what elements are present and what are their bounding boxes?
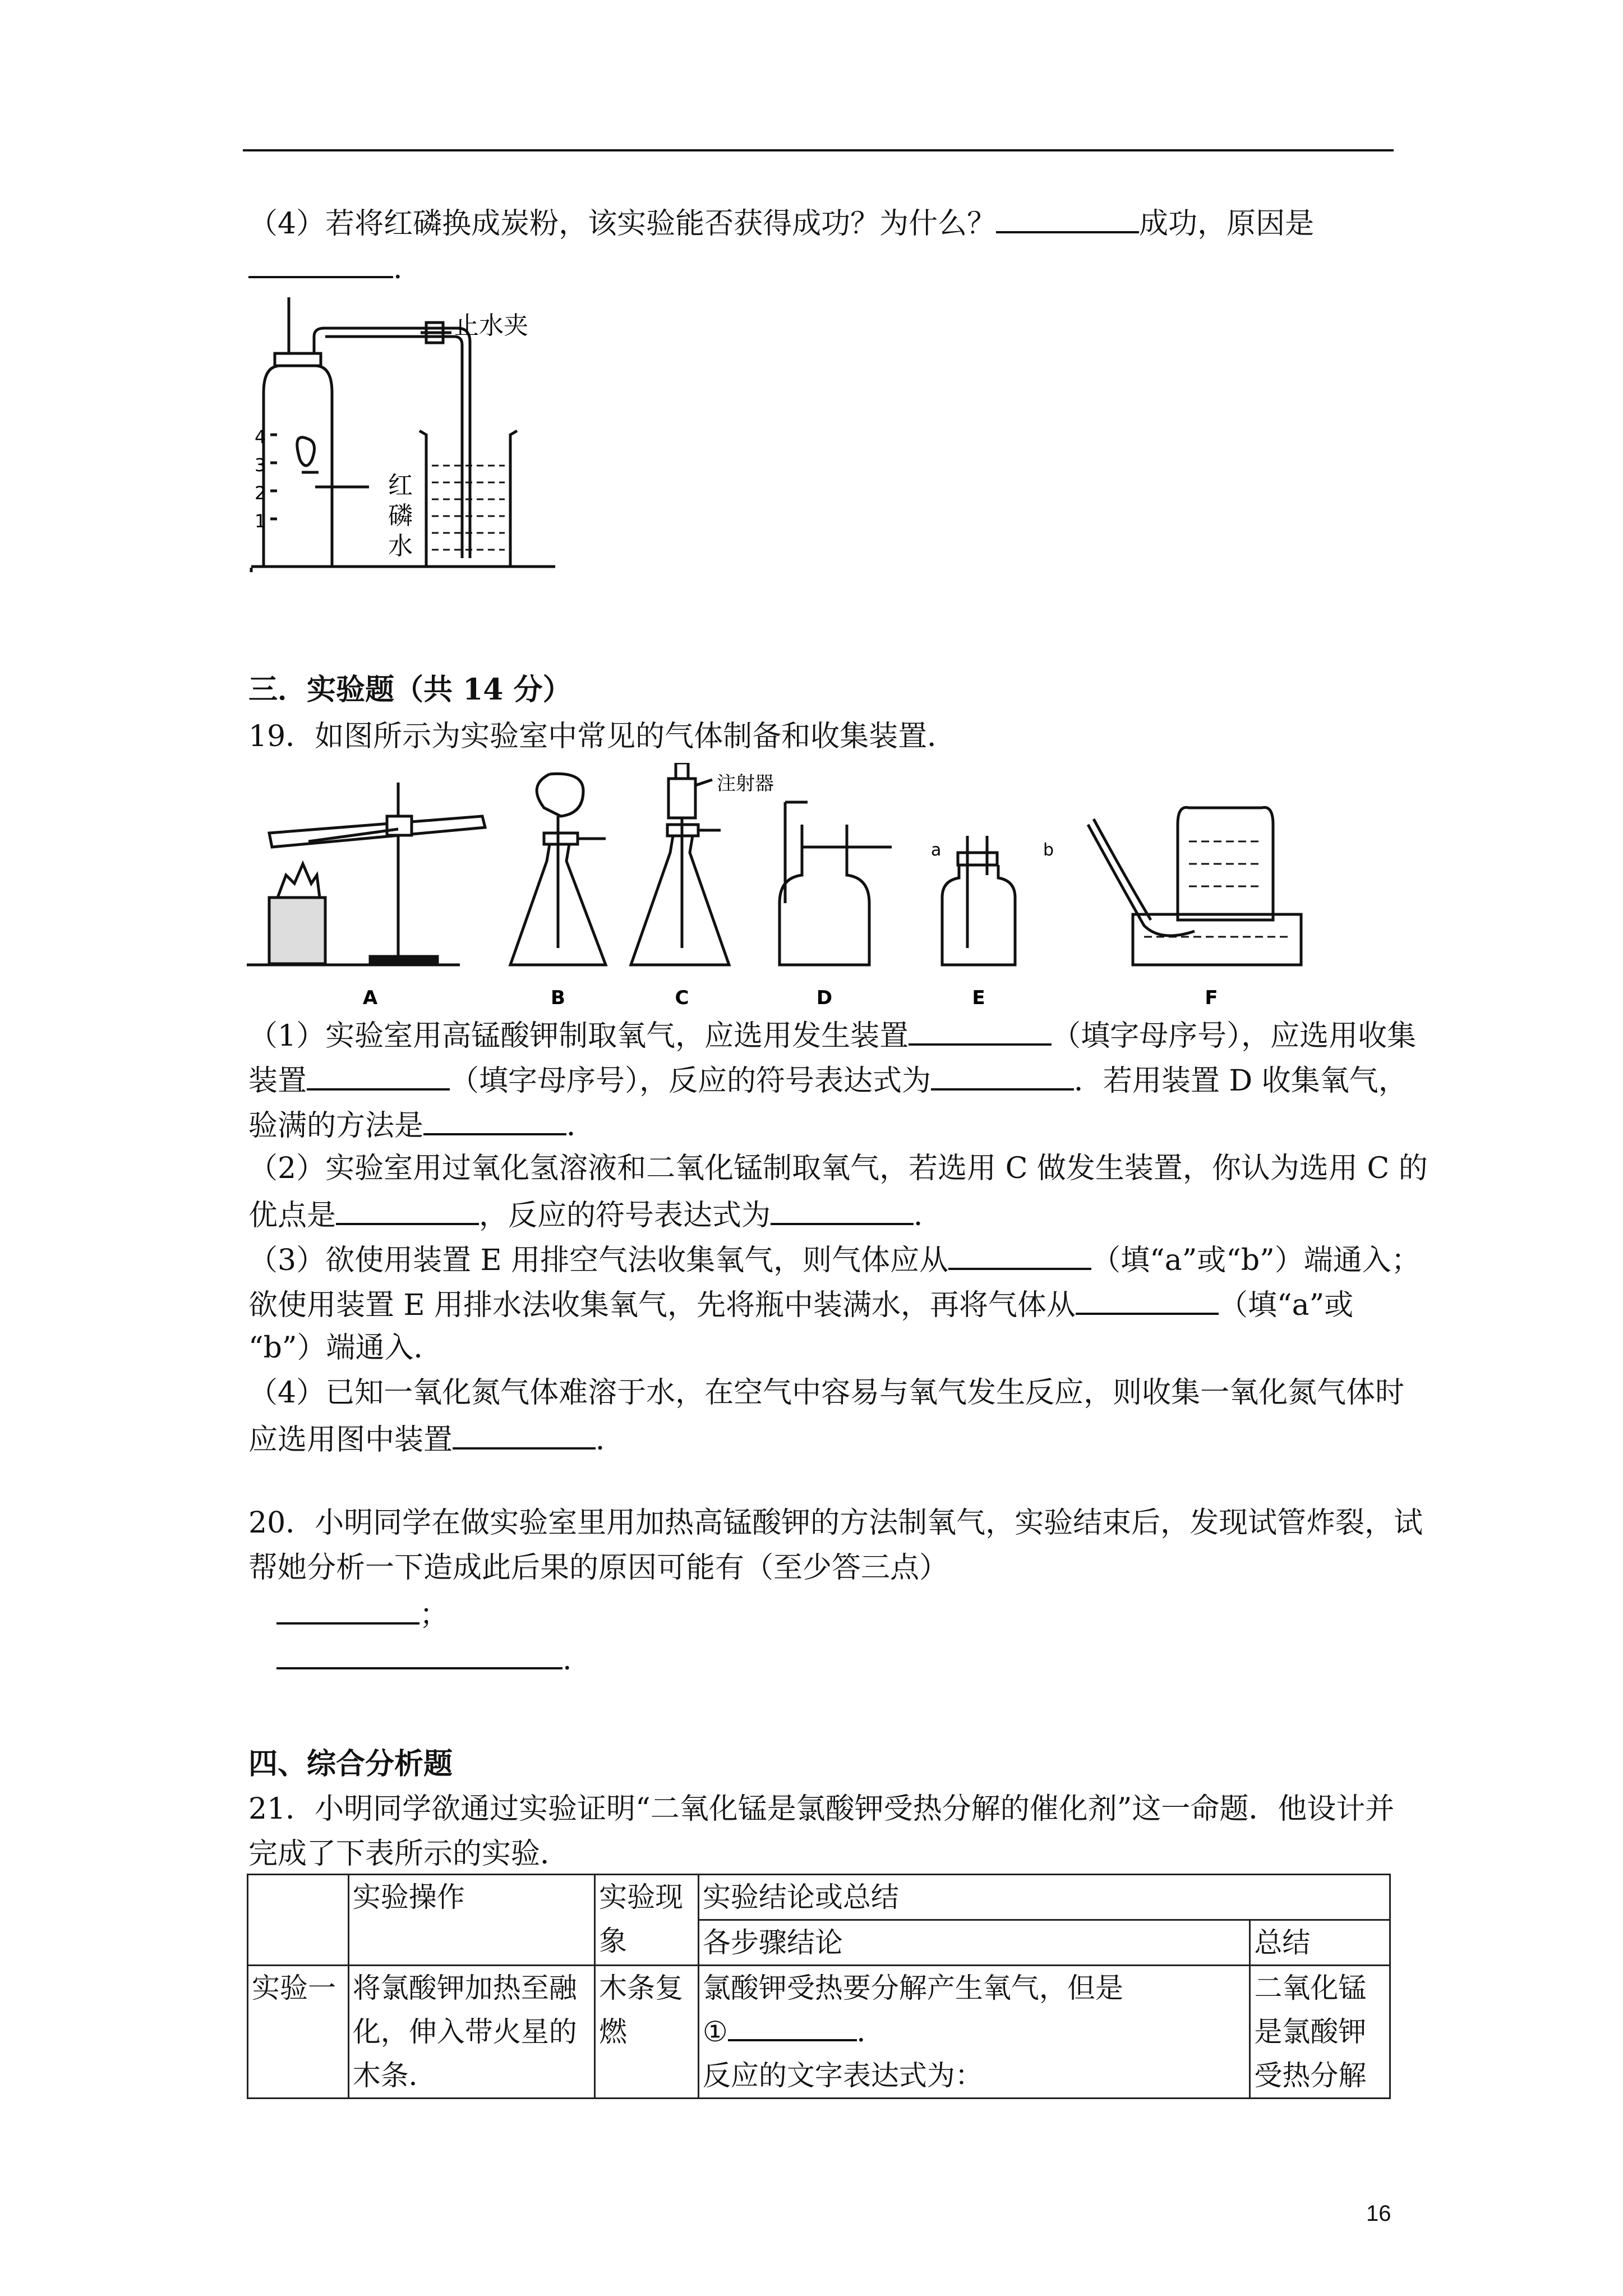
apparatus-letter: F: [1205, 987, 1218, 1009]
q19-p3-line1: [248, 1239, 1421, 1280]
q19-blank-check-full[interactable]: [423, 1104, 566, 1135]
q20-line4: [276, 1638, 572, 1680]
text: ．: [856, 2016, 885, 2048]
figure-red-phosphorus-apparatus: [241, 292, 566, 572]
text: 实验现: [599, 1881, 684, 1913]
text: （填字母序号），应选用收集: [1052, 1019, 1417, 1053]
table-cell-name: [248, 1966, 349, 2099]
apparatus-letter: E: [972, 987, 985, 1009]
q19-p1-line2: [248, 1059, 1408, 1101]
q19-blank-advantage[interactable]: [336, 1194, 479, 1225]
section-3-title: 三．实验题（共 14 分）: [248, 673, 572, 707]
table-cell-phenomenon: [595, 1966, 699, 2099]
text: 应选用图中装置: [248, 1423, 453, 1457]
table-row: [248, 1966, 1390, 2099]
header-rule: [243, 149, 1394, 151]
text: ①: [702, 2016, 728, 2048]
q19-p4-line1: （4）已知一氧化氮气体难溶于水，在空气中容易与氧气发生反应，则收集一氧化氮气体时: [248, 1376, 1405, 1410]
table-cell-summary: [1250, 1966, 1390, 2099]
table-header-operation: [348, 1875, 594, 1966]
text: 木条．: [352, 2059, 437, 2092]
page-number: 16: [1366, 2201, 1391, 2226]
text: 实验结论或总结: [702, 1881, 899, 1913]
q21-line1: 21．小明同学欲通过实验证明“二氧化锰是氯酸钾受热分解的催化剂”这一命题．他设计并: [248, 1792, 1395, 1826]
clamp-label: 止水夹: [454, 311, 528, 340]
label-red: 红: [388, 471, 413, 500]
q19-blank-generator[interactable]: [909, 1014, 1052, 1046]
q18-line1-tail: 成功，原因是: [1139, 207, 1315, 241]
q19-p3-line2: [248, 1283, 1353, 1325]
text: 象: [599, 1925, 628, 1957]
q19-p1-line1: [248, 1014, 1416, 1056]
q19-p4-line2: [248, 1418, 625, 1460]
q18-blank-1[interactable]: [996, 202, 1139, 233]
table-blank-1[interactable]: [728, 2012, 857, 2041]
text: 实验一: [252, 1972, 336, 2004]
table-cell-step: [698, 1966, 1250, 2099]
table-header-conclusion: [698, 1875, 1390, 1920]
q20-blank-1[interactable]: [276, 1593, 419, 1625]
text: ．: [566, 1109, 596, 1143]
port-a-label: a: [931, 840, 942, 860]
q19-blank-equation-2[interactable]: [771, 1194, 914, 1225]
text: （填“a”或: [1219, 1289, 1354, 1322]
apparatus-letter: D: [816, 987, 833, 1009]
q21-line2: 完成了下表所示的实验．: [248, 1837, 570, 1871]
text: ；: [419, 1598, 449, 1632]
text: 各步骤结论: [702, 1926, 843, 1959]
text: 受热分解: [1254, 2059, 1367, 2092]
text: 木条复: [599, 1972, 684, 2004]
syringe-label: 注射器: [717, 772, 774, 795]
text: 化，伸入带火星的: [352, 2016, 577, 2048]
text: 优点是: [248, 1199, 336, 1232]
section-4-title: 四、综合分析题: [248, 1747, 453, 1781]
q19-p2-line2: [248, 1194, 943, 1235]
text: ．: [596, 1423, 625, 1457]
port-b-label: b: [1043, 840, 1054, 860]
q18-line2: [248, 247, 403, 288]
text: 验满的方法是: [248, 1109, 424, 1143]
apparatus-letter: A: [362, 987, 378, 1009]
q19-stem: 19．如图所示为实验室中常见的气体制备和收集装置．: [248, 720, 957, 753]
q20-line1: 20．小明同学在做实验室里用加热高锰酸钾的方法制氧气，实验结束后，发现试管炸裂，试: [248, 1506, 1423, 1540]
experiment-table: [247, 1874, 1391, 2099]
text: （1）实验室用高锰酸钾制取氧气，应选用发生装置: [248, 1019, 909, 1053]
apparatus-letter: B: [551, 987, 565, 1009]
text: .: [562, 1643, 572, 1677]
text: ．: [914, 1199, 943, 1232]
scale-mark: 4: [255, 426, 266, 448]
q19-p1-line3: [248, 1104, 596, 1145]
q19-blank-no-apparatus[interactable]: [453, 1418, 596, 1450]
q20-blank-2[interactable]: [276, 1638, 562, 1669]
label-water: 水: [388, 532, 413, 560]
q18-blank-2[interactable]: [248, 247, 393, 278]
table-cell-empty: [248, 1875, 349, 1966]
text: （填“a”或“b”）端通入；: [1091, 1244, 1421, 1277]
q19-blank-water-port[interactable]: [1076, 1283, 1219, 1315]
text: 二氧化锰: [1254, 1972, 1367, 2004]
table-header-summary: [1250, 1920, 1390, 1966]
text: 氯酸钾受热要分解产生氧气，但是: [702, 1972, 1123, 2004]
q19-blank-collector[interactable]: [307, 1059, 450, 1091]
scale-mark: 1: [255, 510, 266, 532]
table-cell-operation: [348, 1966, 594, 2099]
text: （填字母序号），反应的符号表达式为: [450, 1064, 932, 1098]
q19-blank-equation-1[interactable]: [931, 1059, 1074, 1091]
scale-mark: 3: [255, 454, 266, 476]
q19-p2-line1: （2）实验室用过氧化氢溶液和二氧化锰制取氧气，若选用 C 做发生装置，你认为选用 C 的: [248, 1152, 1428, 1185]
text: 是氯酸钾: [1254, 2016, 1367, 2048]
text: 实验操作: [352, 1881, 465, 1913]
table-header-step: [698, 1920, 1250, 1966]
label-phosphorus: 磷: [388, 501, 413, 530]
table-header-row: [248, 1875, 1390, 1920]
q18-question-text: （4）若将红磷换成炭粉，该实验能否获得成功？为什么？: [248, 207, 997, 241]
text: 总结: [1254, 1926, 1311, 1959]
q18-line2-tail: .: [393, 252, 403, 286]
text: 反应的文字表达式为：: [702, 2059, 983, 2092]
q18-line1: [248, 202, 1314, 243]
table-header-phenomenon: [595, 1875, 699, 1966]
text: 装置: [248, 1064, 307, 1098]
text: 将氯酸钾加热至融: [352, 1972, 577, 2004]
text: （3）欲使用装置 E 用排空气法收集氧气，则气体应从: [248, 1244, 949, 1277]
text: 燃: [599, 2016, 628, 2048]
q20-line3: [276, 1593, 449, 1635]
text: ．若用装置 D 收集氧气，: [1074, 1064, 1408, 1098]
apparatus-letter: C: [675, 987, 689, 1009]
q19-blank-air-port[interactable]: [948, 1239, 1091, 1270]
scale-mark: 2: [255, 482, 266, 504]
text: 欲使用装置 E 用排水法收集氧气，先将瓶中装满水，再将气体从: [248, 1289, 1076, 1322]
text: ，反应的符号表达式为: [479, 1199, 771, 1232]
q19-p3-line3: “b”）端通入．: [248, 1331, 443, 1365]
q20-line2: 帮她分析一下造成此后果的原因可能有（至少答三点）: [248, 1551, 949, 1585]
figure-gas-apparatus: [247, 763, 1346, 1010]
